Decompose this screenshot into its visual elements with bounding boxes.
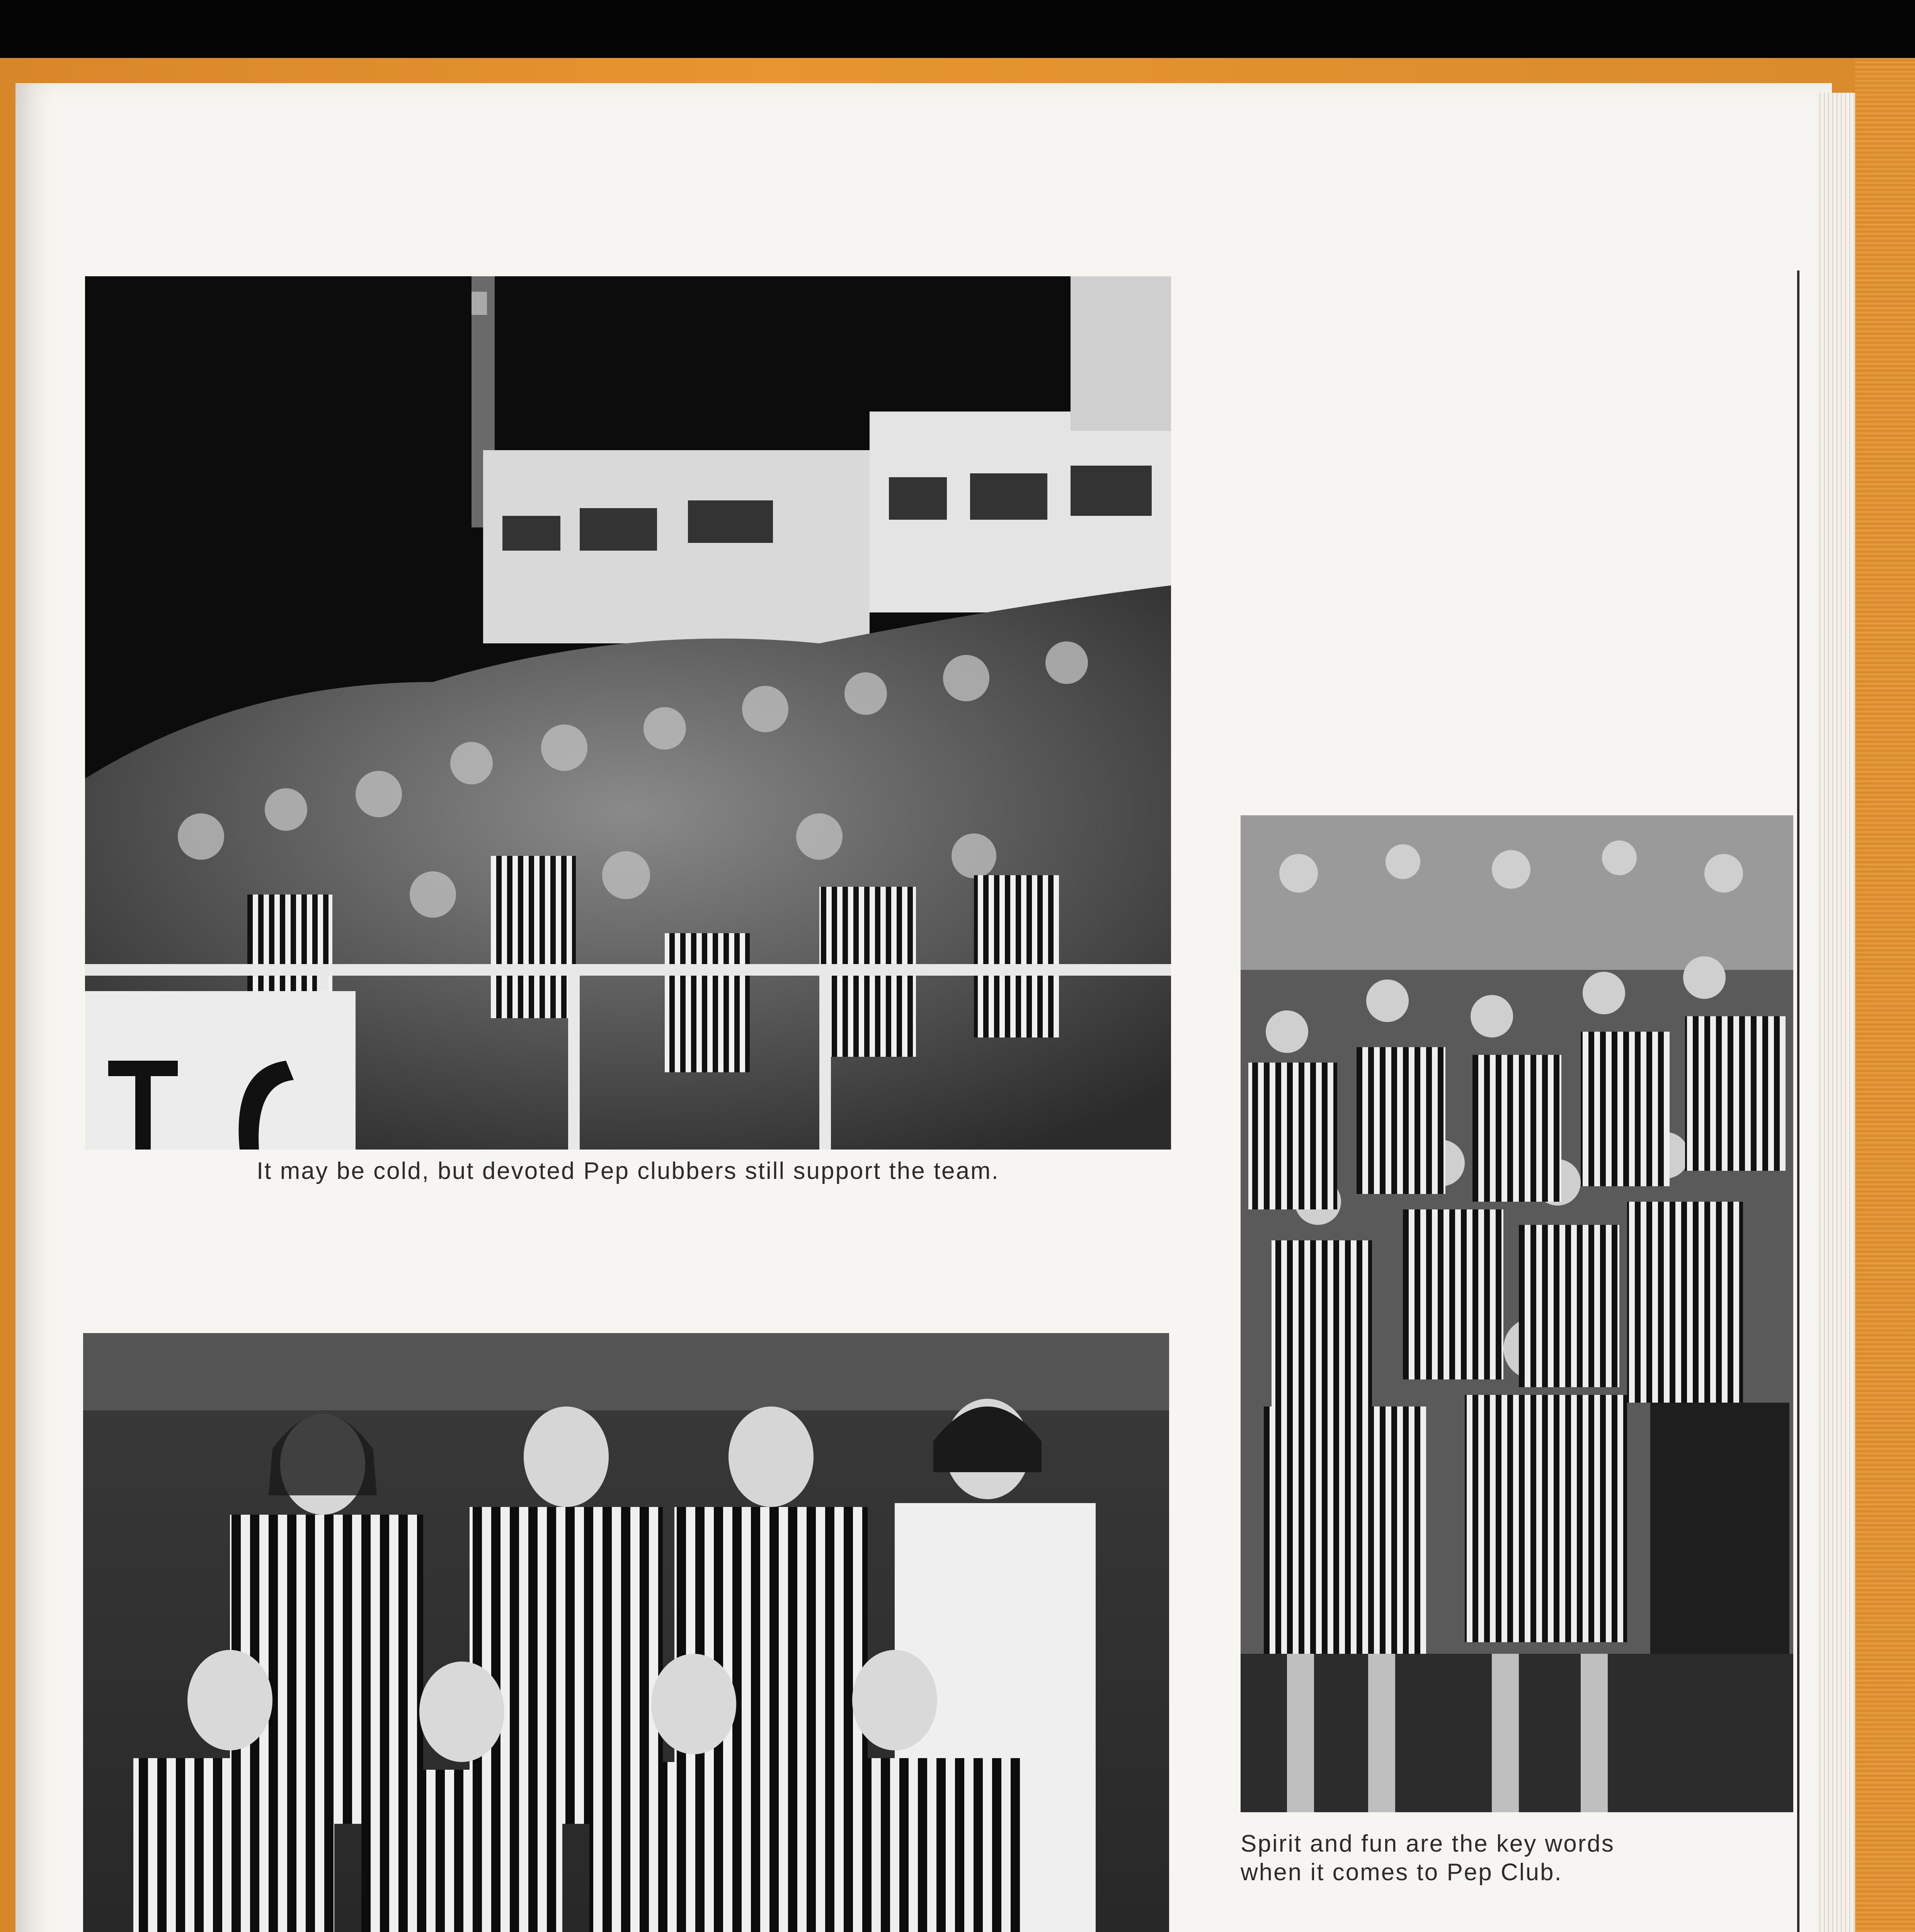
photo-stadium-crowd xyxy=(85,276,1171,1150)
caption-stadium: It may be cold, but devoted Pep clubbers still support the team. xyxy=(256,1158,1000,1184)
page-rule xyxy=(1797,270,1799,1932)
page-stack-edge xyxy=(1816,93,1855,1932)
photo-pep-club-spirit xyxy=(1241,815,1793,1812)
caption-spirit: Spirit and fun are the key words when it comes to Pep Club. xyxy=(1241,1830,1615,1886)
photo-pep-club-officers xyxy=(83,1333,1169,1932)
book-cover-edge xyxy=(1855,58,1915,1932)
scan-border-top xyxy=(0,0,1915,58)
